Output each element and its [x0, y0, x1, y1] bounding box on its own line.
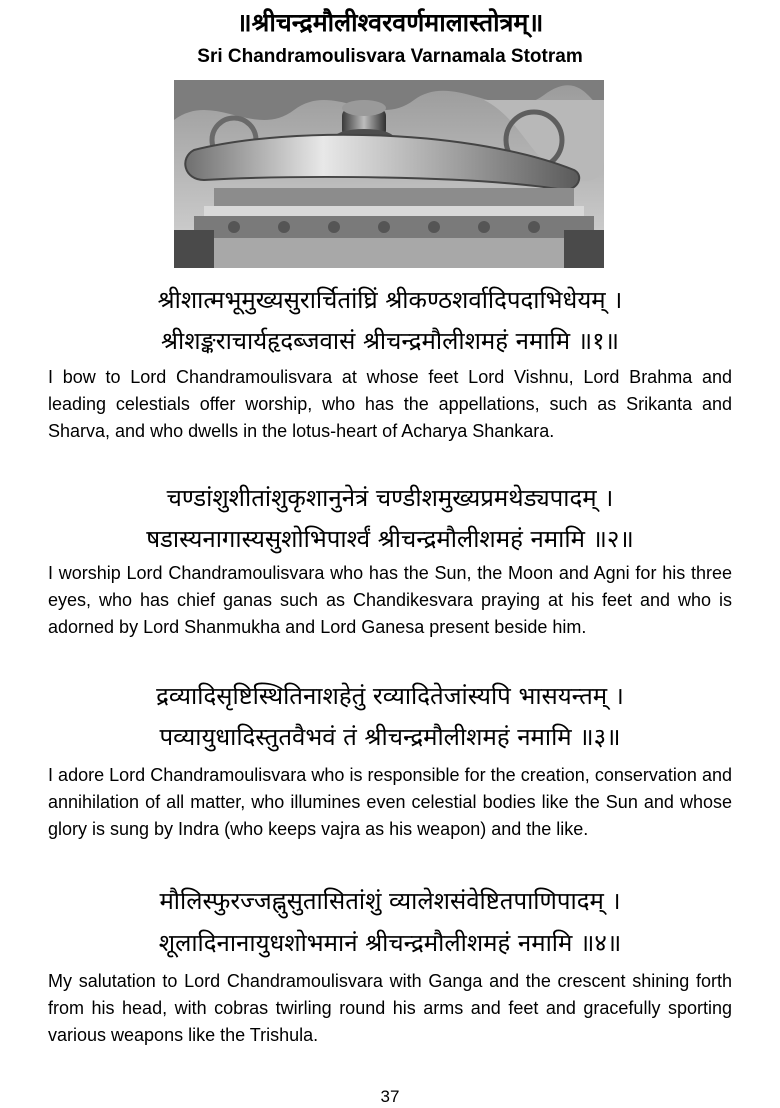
- shiva-linga-photo: [174, 80, 604, 268]
- shiva-linga-illustration: [174, 80, 604, 268]
- verse-3-line-1: द्रव्यादिसृष्टिस्थितिनाशहेतुं रव्यादितेजांस्यपि भासयन्तम् ।: [156, 682, 624, 710]
- verse-4-translation: My salutation to Lord Chandramoulisvara with Ganga and the crescent shining forth from his head, with cobras twirling round his arms and feet and gracefully sporting various weapons like the Trishula.: [48, 971, 732, 1045]
- verse-2-translation: I worship Lord Chandramoulisvara who has the Sun, the Moon and Agni for his three eyes, who has chief ganas such as Chandikesvara praying at his feet and who is adorned by Lord Shanmukha and Lord Ganesa present beside him.: [48, 563, 732, 637]
- verse-1-line-2: श्रीशङ्कराचार्यहृदब्जवासं श्रीचन्द्रमौलीशमहं नमामि ॥१॥: [161, 327, 619, 355]
- verse-3-translation: I adore Lord Chandramoulisvara who is responsible for the creation, conservation and annihilation of all matter, who illumines even celestial bodies like the Sun and whose glory is sung by Indra (who keeps vajra as his weapon) and the like.: [48, 765, 732, 839]
- sanskrit-title: ॥श्रीचन्द्रमौलीश्वरवर्णमालास्तोत्रम्॥: [236, 8, 544, 37]
- verse-4-line-2: शूलादिनानायुधशोभमानं श्रीचन्द्रमौलीशमहं नमामि ॥४॥: [158, 929, 622, 957]
- english-title: Sri Chandramoulisvara Varnamala Stotram: [197, 46, 583, 67]
- page-number: 37: [380, 1087, 400, 1106]
- verse-1-line-1: श्रीशात्मभूमुख्यसुरार्चितांघ्रिं श्रीकण्ठशर्वादिपदाभिधेयम् ।: [157, 286, 623, 314]
- verse-2-line-1: चण्डांशुशीतांशुकृशानुनेत्रं चण्डीशमुख्यप्रमथेड्यपादम् ।: [166, 484, 614, 512]
- verse-2-line-2: षडास्यनागास्यसुशोभिपार्श्वं श्रीचन्द्रमौलीशमहं नमामि ॥२॥: [146, 525, 634, 553]
- verse-3-line-2: पव्यायुधादिस्तुतवैभवं तं श्रीचन्द्रमौलीशमहं नमामि ॥३॥: [159, 723, 621, 751]
- verse-4-line-1: मौलिस्फुरज्जह्नुसुतासितांशुं व्यालेशसंवेष्टितपाणिपादम् ।: [159, 887, 621, 915]
- verse-1-translation: I bow to Lord Chandramoulisvara at whose feet Lord Vishnu, Lord Brahma and leading celestials offer worship, who has the appellations, such as Srikanta and Sharva, and who dwells in the lotus-heart of Acharya Shankara.: [48, 367, 732, 441]
